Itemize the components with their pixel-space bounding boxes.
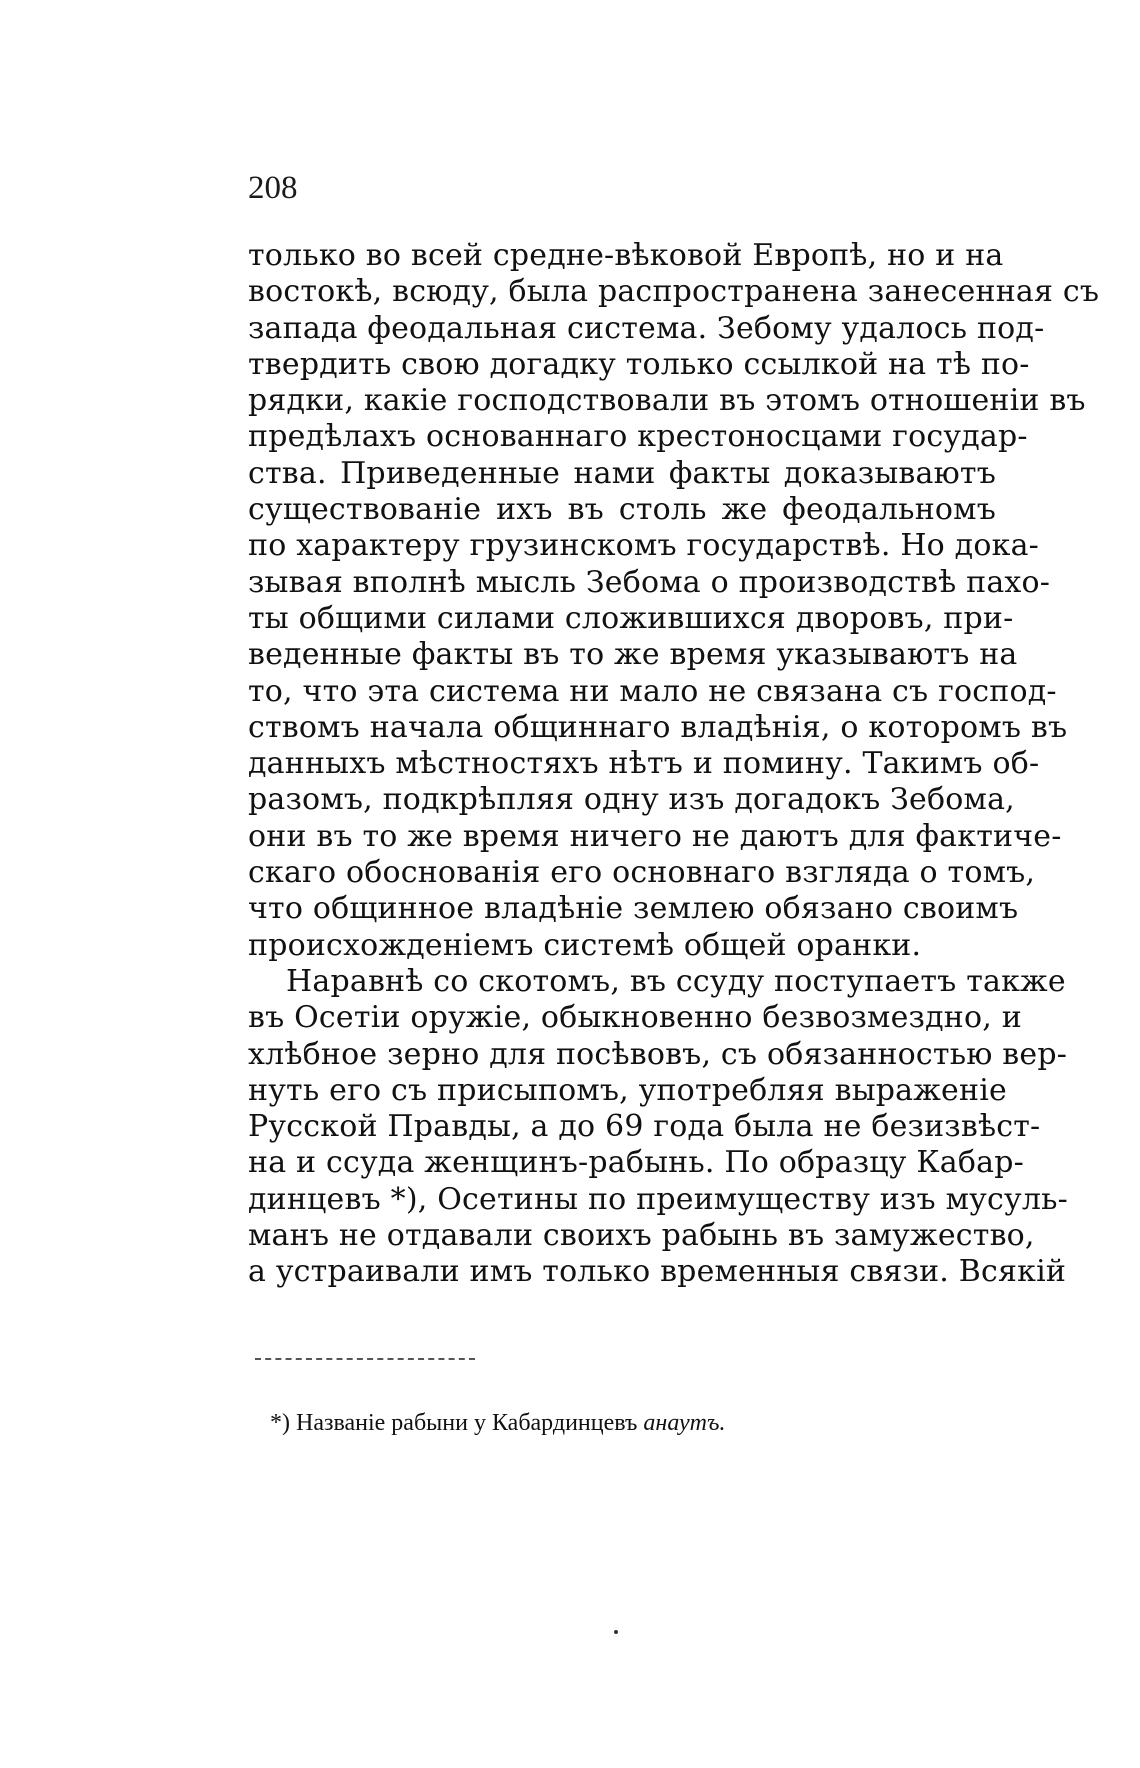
text-line: запада феодальная система. Зебому удалось под- xyxy=(248,310,1045,346)
text-line: скаго обоснованія его основнаго взгляда о томъ, xyxy=(248,855,1036,891)
text-line: по характеру грузинскомъ государствѣ. Но дока- xyxy=(248,528,1039,564)
footnote-term: анаутъ. xyxy=(643,1410,726,1436)
text-line: данныхъ мѣстностяхъ нѣтъ и помину. Такимъ об- xyxy=(248,746,1040,782)
text-line: манъ не отдавали своихъ рабынь въ замужество, xyxy=(248,1218,1035,1254)
text-line: только во всей средне-вѣковой Европѣ, но и на xyxy=(248,238,1004,273)
text-line: нуть его съ присыпомъ, употребляя выраженіе xyxy=(248,1072,1007,1108)
text-line-paragraph-end: происхожденіемъ системѣ общей оранки. xyxy=(248,927,922,963)
text-line: ты общими силами сложившихся дворовъ, при- xyxy=(248,600,1014,636)
text-line: что общинное владѣніе землею обязано своимъ xyxy=(248,891,1019,927)
page-number: 208 xyxy=(248,170,298,206)
text-line: ства. Приведенные нами факты доказываютъ xyxy=(248,455,996,491)
text-line: зывая вполнѣ мысль Зебома о производствѣ пахо- xyxy=(248,564,1051,600)
text-line: на и ссуда женщинъ-рабынь. По образцу Кабар- xyxy=(248,1145,1024,1181)
text-line: твердить свою догадку только ссылкой на тѣ по- xyxy=(248,346,1030,382)
text-line: то, что эта система ни мало не связана съ господ- xyxy=(248,673,1057,709)
text-line: ствомъ начала общиннаго владѣнія, о которомъ въ xyxy=(248,709,1068,745)
text-line: существованіе ихъ въ столь же феодальномъ xyxy=(248,492,996,528)
print-speck xyxy=(614,1630,618,1634)
text-line-paragraph-start: Наравнѣ со скотомъ, въ ссуду поступаетъ также xyxy=(286,963,1066,999)
text-line: предѣлахъ основаннаго крестоносцами государ- xyxy=(248,419,1028,455)
footnote xyxy=(270,1408,970,1438)
text-line: востокѣ, всюду, была распространена занесенная съ xyxy=(248,274,1100,310)
footnote-text: Названіе рабыни у Кабардинцевъ xyxy=(296,1410,638,1436)
text-line: они въ то же время ничего не даютъ для фактиче- xyxy=(248,818,1062,854)
text-line: а устраивали имъ только временныя связи. Всякій xyxy=(248,1254,1067,1290)
text-line: Русской Правды, а до 69 года была не безизвѣст- xyxy=(248,1109,1041,1145)
text-line: динцевъ *), Осетины по преимуществу изъ мусуль- xyxy=(248,1181,1068,1217)
text-line: разомъ, подкрѣпляя одну изъ догадокъ Зебома, xyxy=(248,782,1015,818)
footnote-marker: *) xyxy=(270,1410,290,1436)
footnote-divider xyxy=(255,1358,475,1360)
text-line: хлѣбное зерно для посѣвовъ, съ обязанностью вер- xyxy=(248,1036,1068,1072)
body-text xyxy=(248,238,1100,1291)
text-line: веденные факты въ то же время указываютъ на xyxy=(248,637,1018,673)
text-line: рядки, какіе господствовали въ этомъ отношеніи въ xyxy=(248,383,1086,419)
text-line: въ Осетіи оружіе, обыкновенно безвозмездно, и xyxy=(248,1000,1022,1036)
